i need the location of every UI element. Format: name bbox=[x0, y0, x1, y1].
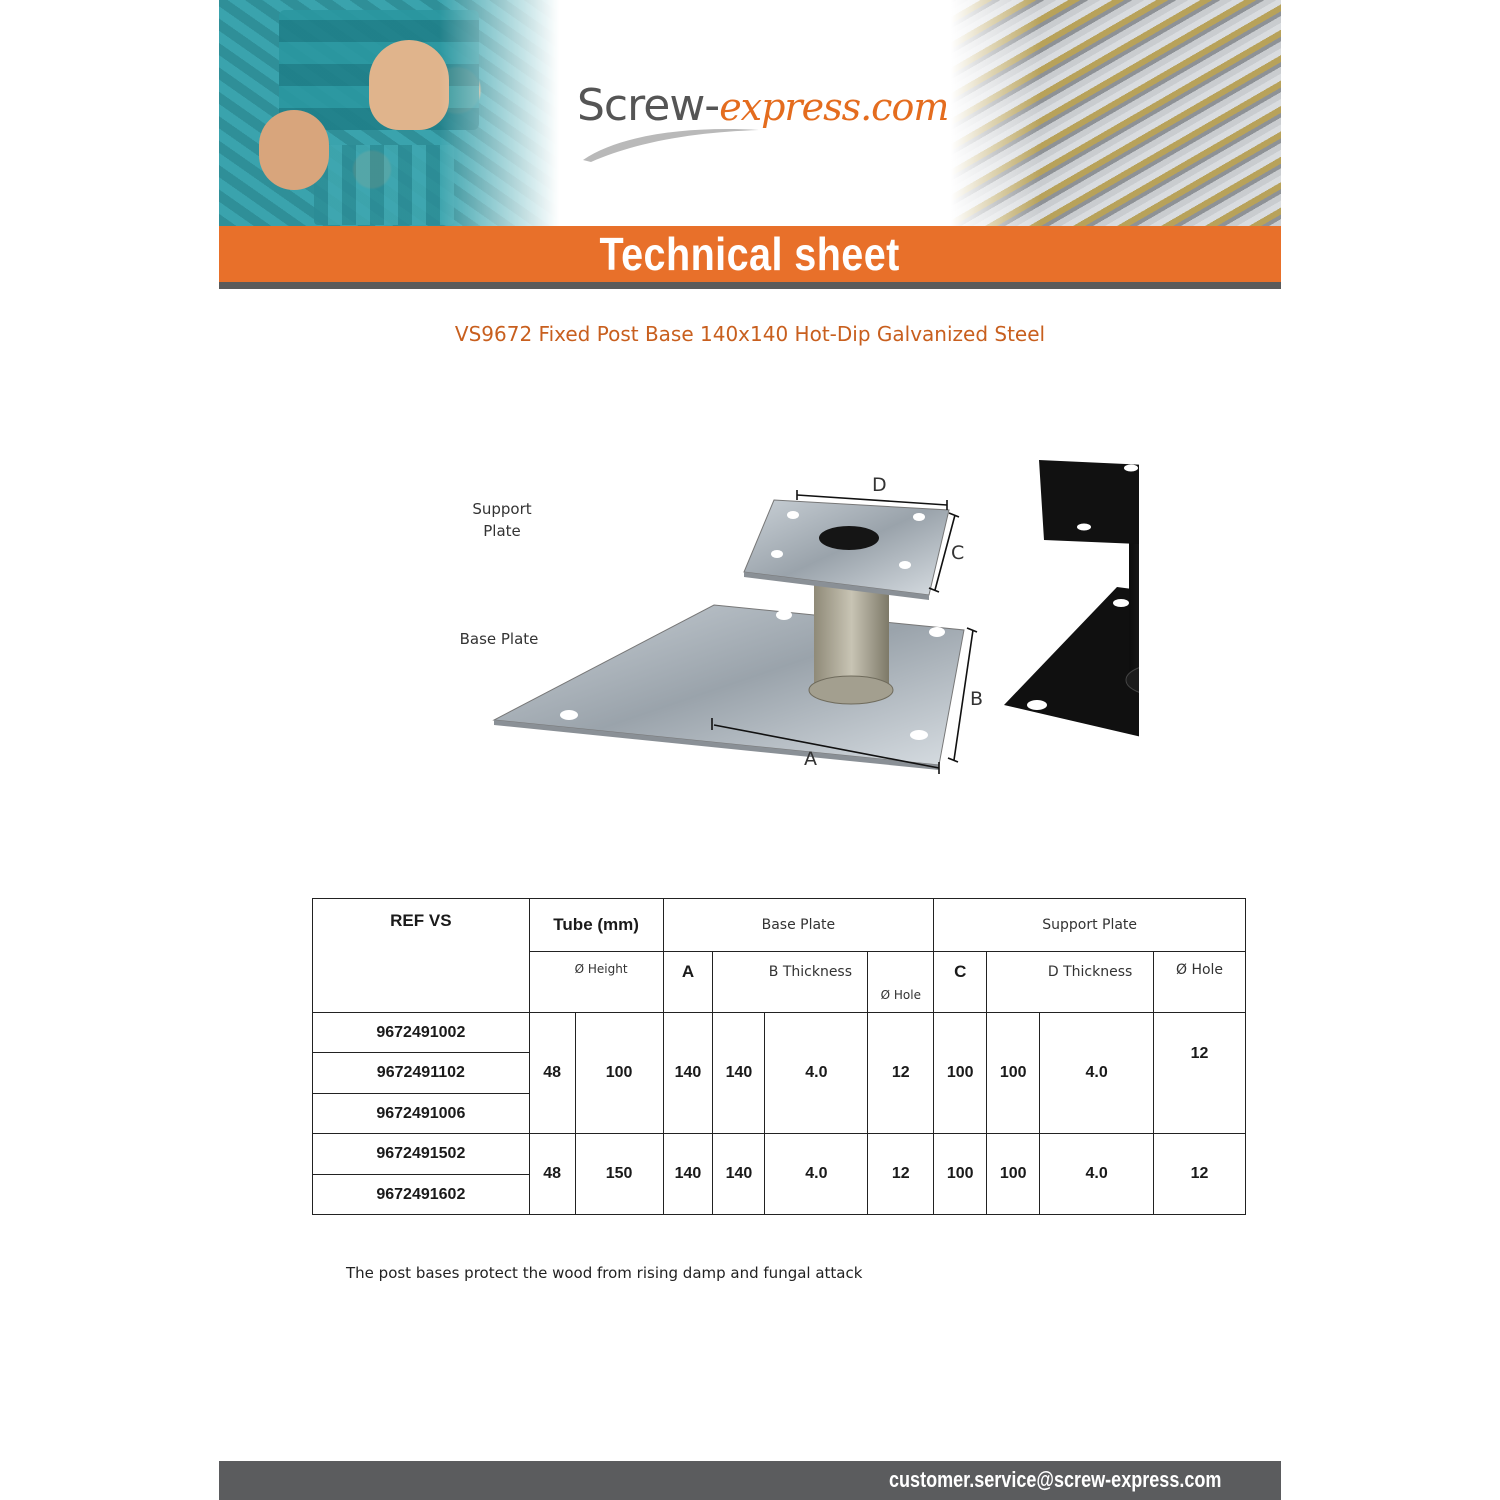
d-cell: 100 bbox=[987, 1134, 1040, 1215]
base-hole-cell: 12 bbox=[868, 1134, 934, 1215]
support-hole-cell: 12 bbox=[1154, 1134, 1246, 1215]
support-thickness-cell: 4.0 bbox=[1040, 1013, 1154, 1134]
ref-cell: 9672491102 bbox=[313, 1053, 530, 1094]
workshop-photo bbox=[219, 0, 559, 226]
b-cell: 140 bbox=[713, 1134, 765, 1215]
title-bar bbox=[219, 226, 1281, 282]
support-thickness-cell: 4.0 bbox=[1040, 1134, 1154, 1215]
c-cell: 100 bbox=[934, 1134, 987, 1215]
header-base-plate: Base Plate bbox=[663, 899, 934, 952]
dimension-b-label: B bbox=[970, 688, 984, 710]
tube-diam-cell: 48 bbox=[529, 1134, 575, 1215]
base-thickness-cell: 4.0 bbox=[765, 1134, 868, 1215]
logo-text-express: express.com bbox=[719, 85, 949, 129]
header-base-hole: Ø Hole bbox=[868, 952, 934, 1013]
a-cell: 140 bbox=[663, 1134, 713, 1215]
black-post-base bbox=[1004, 460, 1139, 770]
logo-text-screw: Screw- bbox=[577, 80, 720, 131]
support-hole-cell: 12 bbox=[1154, 1013, 1246, 1134]
dimension-a-label: A bbox=[804, 748, 817, 770]
screws-photo bbox=[951, 0, 1281, 226]
product-note: The post bases protect the wood from rising damp and fungal attack bbox=[346, 1264, 863, 1282]
header-ref: REF VS bbox=[313, 899, 530, 1013]
logo-swoosh-icon bbox=[581, 124, 761, 164]
sheet-title: Technical sheet bbox=[599, 228, 901, 280]
header-c: C bbox=[934, 952, 987, 1013]
title-underline bbox=[219, 282, 1281, 289]
base-thickness-cell: 4.0 bbox=[765, 1013, 868, 1134]
base-hole-cell: 12 bbox=[868, 1013, 934, 1134]
specifications-table bbox=[312, 898, 1246, 1215]
ref-cell: 9672491002 bbox=[313, 1013, 530, 1053]
height-cell: 150 bbox=[575, 1134, 663, 1215]
height-cell: 100 bbox=[575, 1013, 663, 1134]
table-row bbox=[313, 1013, 1246, 1053]
support-plate-label: Support Plate bbox=[472, 500, 532, 540]
dimension-d-label: D bbox=[872, 474, 887, 496]
galvanized-support-plate bbox=[744, 500, 949, 600]
table-row bbox=[313, 1134, 1246, 1175]
contact-email-link[interactable]: customer.service@screw-express.com bbox=[888, 1467, 1221, 1492]
technical-sheet-page bbox=[219, 0, 1281, 1500]
dimension-c-label: C bbox=[951, 542, 965, 564]
header-support-hole: Ø Hole bbox=[1154, 952, 1246, 1013]
header-support-plate: Support Plate bbox=[934, 899, 1246, 952]
b-cell: 140 bbox=[713, 1013, 765, 1134]
ref-cell: 9672491006 bbox=[313, 1094, 530, 1134]
ref-cell: 9672491502 bbox=[313, 1134, 530, 1175]
header-tube-diam-height: Ø Height bbox=[529, 952, 663, 1013]
product-title: VS9672 Fixed Post Base 140x140 Hot-Dip Galvanized Steel bbox=[454, 322, 1046, 346]
header-tube: Tube (mm) bbox=[529, 899, 663, 952]
galvanized-base-plate bbox=[494, 605, 964, 770]
header-a: A bbox=[663, 952, 713, 1013]
c-cell: 100 bbox=[934, 1013, 987, 1134]
tube-diam-cell: 48 bbox=[529, 1013, 575, 1134]
d-cell: 100 bbox=[987, 1013, 1040, 1134]
header-banner bbox=[219, 0, 1281, 226]
header-d-thickness: D Thickness bbox=[987, 952, 1154, 1013]
ref-cell: 9672491602 bbox=[313, 1175, 530, 1215]
brand-logo bbox=[577, 80, 957, 170]
header-b-thickness: B Thickness bbox=[713, 952, 868, 1013]
product-figure bbox=[439, 450, 1139, 790]
a-cell: 140 bbox=[663, 1013, 713, 1134]
footer-bar bbox=[219, 1461, 1281, 1500]
base-plate-label: Base Plate bbox=[459, 630, 539, 648]
